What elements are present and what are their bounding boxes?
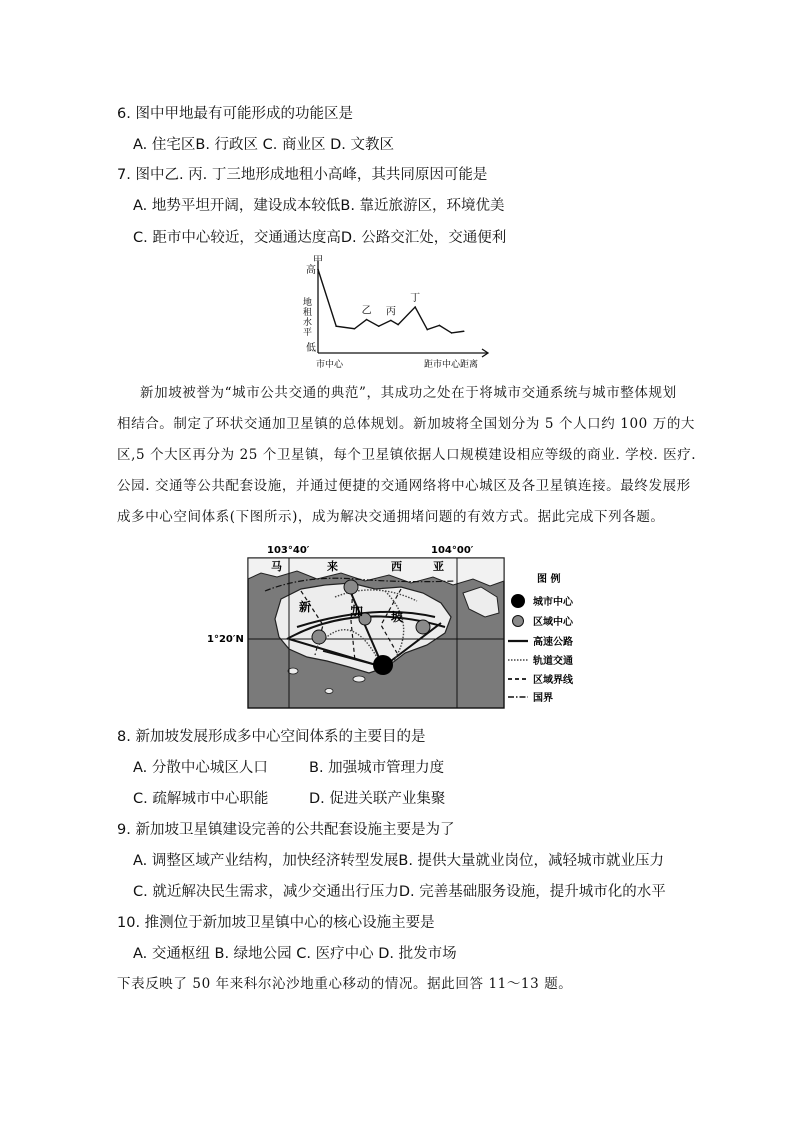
passage-line-5: 成多中心空间体系(下图所示)，成为解决交通拥堵问题的有效方式。据此完成下列各题。 (117, 509, 665, 525)
country-label: 西 (391, 560, 402, 573)
q10-options: A. 交通枢纽 B. 绿地公园 C. 医疗中心 D. 批发市场 (133, 946, 457, 962)
small-island (353, 676, 365, 682)
q8-option-c: C. 疏解城市中心职能 (133, 791, 269, 807)
q9-stem: 9. 新加坡卫星镇建设完善的公共配套设施主要是为了 (117, 822, 455, 838)
regional-center-west (312, 630, 326, 644)
singapore-map (205, 541, 595, 711)
passage-line-4: 公园. 交通等公共配套设施，并通过便捷的交通网络将中心城区及各卫星镇连接。最终发展形 (117, 478, 691, 494)
point-label-7: 丁 (410, 293, 421, 304)
legend-national-border: 国界 (533, 693, 553, 704)
island-label: 坡 (391, 610, 404, 624)
rent-point-9 (439, 325, 441, 327)
rent-point-4 (378, 325, 380, 327)
rent-point-8 (426, 329, 428, 331)
legend-expressway: 高速公路 (533, 637, 573, 648)
legend-regional-center-swatch (513, 616, 524, 627)
rent-point-10 (451, 332, 453, 334)
y-axis-label: 地租水平 (301, 297, 311, 337)
legend-rail: 轨道交通 (533, 656, 573, 667)
passage-line-2: 相结合。制定了环状交通加卫星镇的总体规划。新加坡将全国划分为 5 个人口约 100 万的大 (117, 416, 696, 432)
rent-point-6 (397, 324, 399, 326)
next-section-intro: 下表反映了 50 年来科尔沁沙地重心移动的情况。据此回答 11～13 题。 (117, 976, 573, 992)
q7-stem: 7. 图中乙. 丙. 丁三地形成地租小高峰，其共同原因可能是 (117, 167, 488, 183)
y-high-label: 高 (306, 265, 316, 276)
point-label-3: 乙 (361, 305, 372, 317)
rent-point-5 (390, 320, 392, 322)
x-axis-label: 距市中心距离 (424, 360, 479, 370)
island-label: 新 (299, 600, 312, 614)
country-label: 亚 (433, 560, 444, 573)
q8-option-a: A. 分散中心城区人口 (133, 760, 268, 776)
rent-curve (318, 269, 464, 333)
q7-options-line1: A. 地势平坦开阔，建设成本较低B. 靠近旅游区，环境优美 (133, 198, 505, 214)
y-low-label: 低 (306, 343, 316, 354)
q7-options-line2: C. 距市中心较近，交通通达度高D. 公路交汇处，交通便利 (133, 230, 507, 246)
legend-regional-center: 区域中心 (533, 617, 573, 628)
rent-point-0 (317, 269, 319, 271)
lon-right-label: 104°00′ (431, 545, 474, 556)
passage-line-3: 区,5 个大区再分为 25 个卫星镇，每个卫星镇依据人口规模建设相应等级的商业. 学校. 医疗. (117, 447, 697, 463)
point-label-5: 丙 (385, 306, 396, 318)
rent-chart (300, 253, 500, 373)
island-label: 加 (351, 604, 364, 618)
rent-point-11 (463, 330, 465, 332)
city-center (373, 655, 393, 675)
q6-options: A. 住宅区B. 行政区 C. 商业区 D. 文教区 (133, 137, 394, 153)
rent-point-3 (366, 319, 368, 321)
regional-center-east (416, 620, 430, 634)
x-start-label: 市中心 (316, 360, 344, 370)
lon-left-label: 103°40′ (267, 545, 310, 556)
country-label: 来 (327, 560, 338, 573)
small-island (325, 689, 333, 694)
legend-region-boundary: 区域界线 (533, 675, 573, 686)
q9-options-line2: C. 就近解决民生需求，减少交通出行压力D. 完善基础服务设施，提升城市化的水平 (133, 884, 666, 900)
q8-option-d: D. 促进关联产业集聚 (309, 791, 446, 807)
point-label-0: 甲 (313, 255, 323, 267)
lat-label: 1°20′N (207, 634, 244, 645)
rent-point-2 (354, 328, 356, 330)
passage-line-1: 新加坡被誉为“城市公共交通的典范”，其成功之处在于将城市交通系统与城市整体规划 (140, 385, 677, 401)
q8-stem: 8. 新加坡发展形成多中心空间体系的主要目的是 (117, 729, 426, 745)
legend-city-center-swatch (511, 594, 525, 608)
legend-city-center: 城市中心 (533, 597, 573, 608)
q10-stem: 10. 推测位于新加坡卫星镇中心的核心设施主要是 (117, 915, 435, 931)
q9-options-line1: A. 调整区域产业结构，加快经济转型发展B. 提供大量就业岗位，减轻城市就业压力 (133, 853, 665, 869)
legend-title: 图 例 (537, 574, 561, 585)
regional-center-north (344, 580, 358, 594)
rent-point-1 (335, 325, 337, 327)
q8-option-b: B. 加强城市管理力度 (309, 760, 445, 776)
rent-chart-svg (300, 253, 500, 373)
rent-point-7 (414, 306, 416, 308)
country-label: 马 (271, 560, 282, 573)
q6-stem: 6. 图中甲地最有可能形成的功能区是 (117, 106, 353, 122)
singapore-map-svg (205, 541, 595, 711)
